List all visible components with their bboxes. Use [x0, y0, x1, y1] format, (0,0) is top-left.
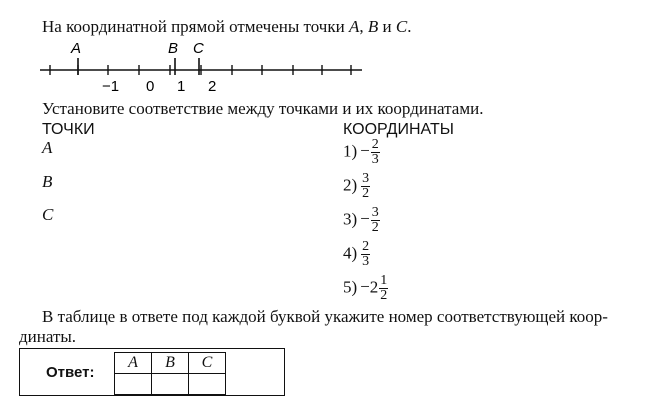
intro-text — [42, 17, 411, 37]
intro-end: . — [407, 17, 412, 36]
answer-cell-a[interactable] — [115, 374, 152, 395]
coordinate-sign: − — [360, 209, 370, 229]
answer-header-a: A — [115, 353, 152, 374]
instruction-text: Установите соответствие между точками и их координатами. — [42, 99, 484, 118]
coordinate-number: 1) — [343, 141, 358, 161]
answer-header-b: B — [152, 353, 189, 374]
intro-point-c: C — [395, 17, 408, 36]
tick-label: 0 — [146, 78, 155, 95]
point-label-c: C — [193, 40, 204, 57]
points-header: ТОЧКИ — [42, 121, 95, 138]
fraction-denominator: 2 — [371, 220, 379, 235]
intro-point-b: B — [367, 17, 379, 36]
point-item-a: A — [42, 138, 53, 157]
fraction-numerator: 3 — [362, 171, 370, 186]
coordinate-number: 4) — [343, 243, 358, 263]
answer-table — [114, 352, 226, 395]
coordinate-whole: 2 — [369, 277, 379, 297]
coordinate-fraction — [379, 274, 388, 303]
coordinates-header: КООРДИНАТЫ — [343, 121, 454, 138]
answer-table-input-row — [115, 374, 226, 395]
coordinate-number: 2) — [343, 175, 358, 195]
answer-cell-b[interactable] — [152, 374, 189, 395]
tick-label: −1 — [102, 78, 120, 95]
coordinate-item — [343, 172, 370, 201]
coordinate-sign: − — [360, 141, 370, 161]
fraction-denominator: 2 — [362, 186, 370, 201]
coordinate-item — [343, 240, 370, 269]
fraction-numerator: 2 — [362, 239, 370, 254]
table-note-line1: В таблице в ответе под каждой буквой укажите номер соответствующей коор- — [42, 307, 608, 326]
coordinate-fraction — [361, 240, 370, 269]
coordinate-item — [343, 274, 388, 303]
fraction-denominator: 3 — [362, 254, 370, 269]
point-label-b: B — [168, 40, 179, 57]
point-item-b: B — [42, 172, 53, 191]
answer-table-header-row — [115, 353, 226, 374]
intro-point-a: A — [348, 17, 360, 36]
coordinate-fraction — [371, 138, 380, 167]
fraction-numerator: 1 — [380, 273, 388, 288]
answer-header-c: C — [189, 353, 226, 374]
number-line-ticks — [50, 58, 351, 75]
fraction-numerator: 2 — [371, 137, 379, 152]
coordinate-fraction — [361, 172, 370, 201]
answer-label: Ответ: — [46, 364, 95, 381]
fraction-numerator: 3 — [371, 205, 379, 220]
point-item-c: C — [42, 205, 54, 224]
coordinate-sign: − — [360, 277, 370, 297]
fraction-denominator: 3 — [371, 152, 379, 167]
tick-label: 2 — [208, 78, 217, 95]
coordinate-number: 3) — [343, 209, 358, 229]
intro-prefix: На координатной прямой отмечены точки — [42, 17, 349, 36]
answer-box — [19, 348, 285, 396]
tick-label: 1 — [177, 78, 186, 95]
coordinate-fraction — [371, 206, 380, 235]
fraction-denominator: 2 — [380, 288, 388, 303]
table-note-line2: динаты. — [19, 327, 77, 346]
answer-cell-c[interactable] — [189, 374, 226, 395]
number-line — [0, 36, 653, 96]
point-label-a: A — [71, 40, 82, 57]
coordinate-item — [343, 206, 380, 235]
coordinate-number: 5) — [343, 277, 358, 297]
intro-sep: и — [378, 17, 396, 36]
coordinate-item — [343, 138, 380, 167]
intro-sep: , — [359, 17, 368, 36]
